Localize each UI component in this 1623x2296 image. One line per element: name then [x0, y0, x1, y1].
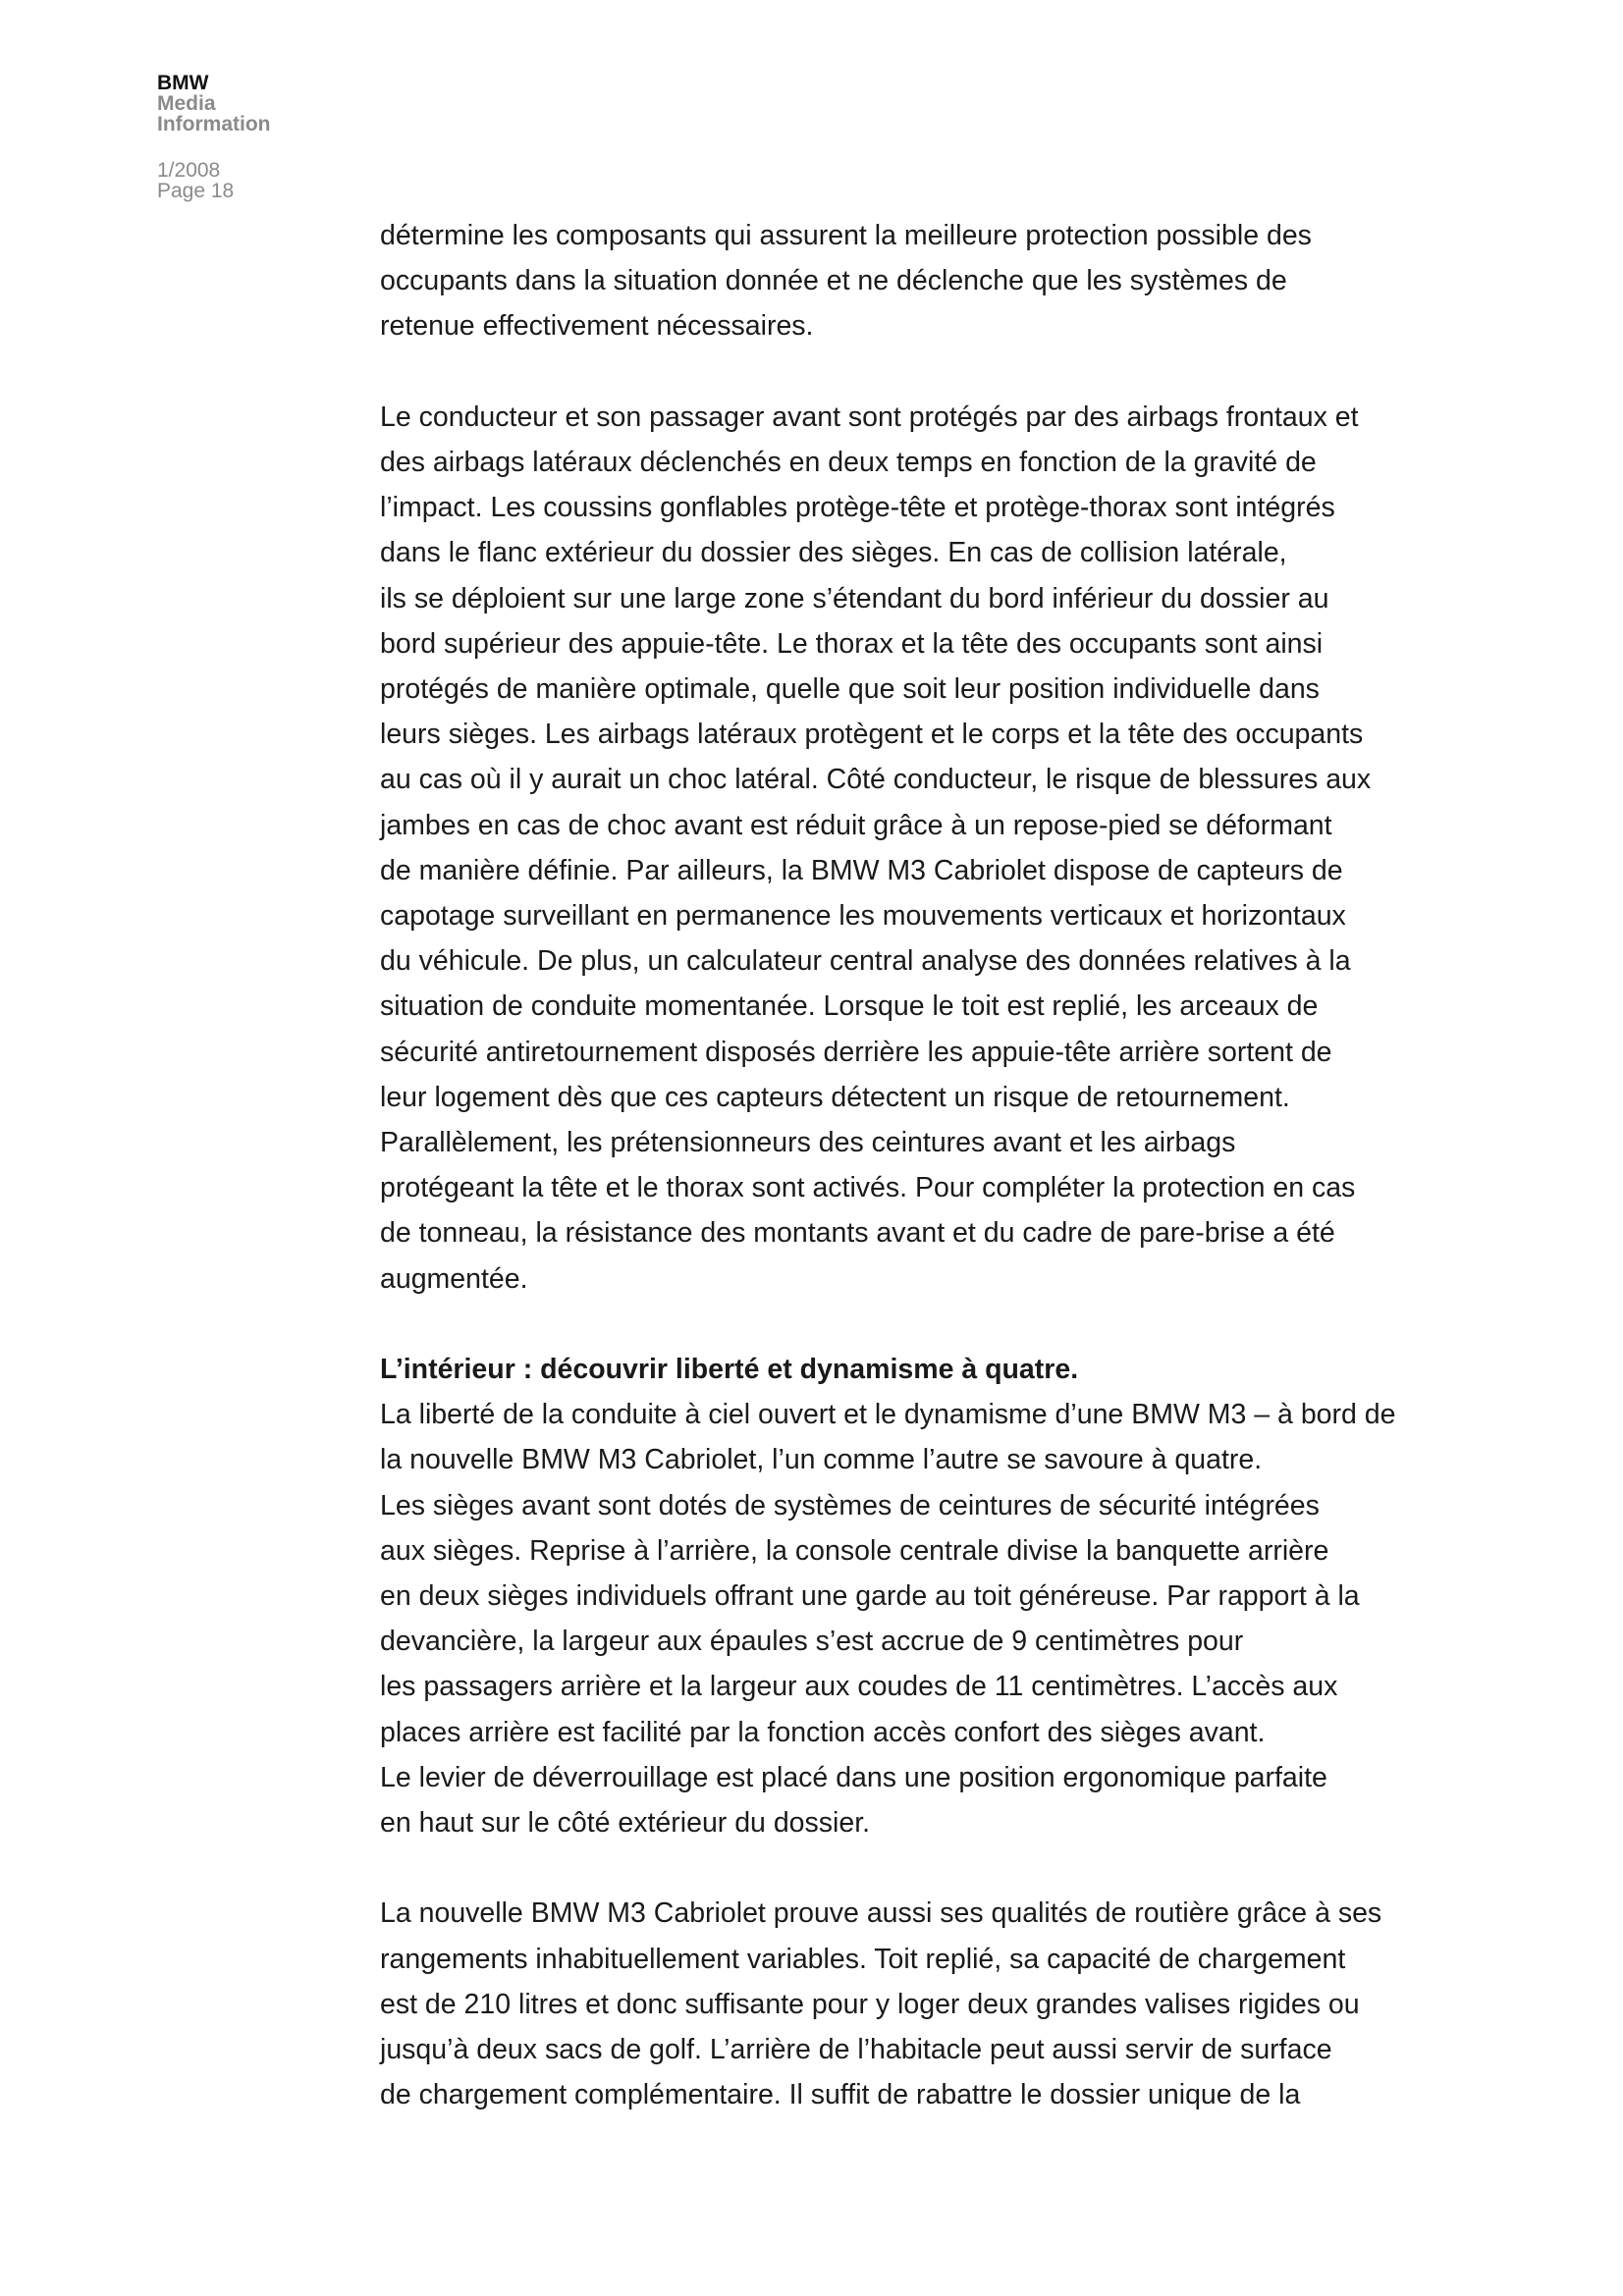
- text-line: est de 210 litres et donc suffisante pour y loger deux grandes valises rigides ou: [380, 1988, 1360, 2020]
- text-line: protégés de manière optimale, quelle que soit leur position individuelle dans: [380, 673, 1320, 706]
- text-line: leurs sièges. Les airbags latéraux protègent et le corps et la tête des occupants: [380, 719, 1364, 751]
- text-line: protégeant la tête et le thorax sont activés. Pour compléter la protection en cas: [380, 1172, 1356, 1204]
- text-line: bord supérieur des appuie-tête. Le thorax et la tête des occupants sont ainsi: [380, 627, 1324, 660]
- body-text: [380, 213, 1440, 2163]
- text-line: La nouvelle BMW M3 Cabriolet prouve aussi ses qualités de routière grâce à ses: [380, 1897, 1382, 1930]
- text-line: jambes en cas de choc avant est réduit grâce à un repose-pied se déformant: [380, 809, 1332, 841]
- text-line: aux sièges. Reprise à l’arrière, la console centrale divise la banquette arrière: [380, 1534, 1329, 1567]
- text-line: de tonneau, la résistance des montants avant et du cadre de pare-brise a été: [380, 1217, 1335, 1250]
- text-line: ils se déploient sur une large zone s’étendant du bord inférieur du dossier au: [380, 582, 1329, 614]
- text-line: occupants dans la situation donnée et ne déclenche que les systèmes de: [380, 265, 1287, 297]
- text-line: retenue effectivement nécessaires.: [380, 310, 814, 343]
- text-line: l’impact. Les coussins gonflables protège-tête et protège-thorax sont intégrés: [380, 492, 1335, 524]
- text-line: places arrière est facilité par la fonction accès confort des sièges avant.: [380, 1716, 1266, 1748]
- text-line: devancière, la largeur aux épaules s’est accrue de 9 centimètres pour: [380, 1626, 1244, 1658]
- paragraph: [380, 1347, 1440, 1845]
- text-line: Parallèlement, les prétensionneurs des ceintures avant et les airbags: [380, 1127, 1236, 1159]
- text-line: détermine les composants qui assurent la meilleure protection possible des: [380, 220, 1312, 251]
- text-line: augmentée.: [380, 1262, 528, 1295]
- text-line: sécurité antiretournement disposés derrière les appuie-tête arrière sortent de: [380, 1036, 1332, 1068]
- text-line: Le conducteur et son passager avant sont protégés par des airbags frontaux et: [380, 400, 1359, 433]
- text-line: leur logement dès que ces capteurs détectent un risque de retournement.: [380, 1081, 1290, 1113]
- text-line: La liberté de la conduite à ciel ouvert et le dynamisme d’une BMW M3 – à bord de: [380, 1399, 1396, 1431]
- document-header: [157, 73, 353, 201]
- text-line: capotage surveillant en permanence les mouvements verticaux et horizontaux: [380, 900, 1346, 933]
- text-line: des airbags latéraux déclenchés en deux temps en fonction de la gravité de: [380, 447, 1317, 478]
- text-line: situation de conduite momentanée. Lorsque le toit est replié, les arceaux de: [380, 990, 1319, 1023]
- document-meta: [157, 160, 353, 201]
- text-line: Le levier de déverrouillage est placé dans une position ergonomique parfaite: [380, 1761, 1327, 1793]
- text-line: de chargement complémentaire. Il suffit de rabattre le dossier unique de la: [380, 2079, 1301, 2111]
- text-line: la nouvelle BMW M3 Cabriolet, l’un comme l’autre se savoure à quatre.: [380, 1444, 1263, 1476]
- brand-subtitle-information: Information: [157, 113, 271, 135]
- text-line: Les sièges avant sont dotés de systèmes de ceintures de sécurité intégrées: [380, 1489, 1320, 1522]
- page-number: Page 18: [157, 180, 235, 202]
- paragraph: [380, 213, 1440, 349]
- text-line: les passagers arrière et la largeur aux coudes de 11 centimètres. L’accès aux: [380, 1671, 1338, 1703]
- section-heading: L’intérieur : découvrir liberté et dynamisme à quatre.: [380, 1354, 1079, 1386]
- brand-name: BMW: [157, 72, 209, 94]
- paragraph: [380, 1891, 1440, 2117]
- text-line: du véhicule. De plus, un calculateur central analyse des données relatives à la: [380, 945, 1351, 978]
- text-line: dans le flanc extérieur du dossier des sièges. En cas de collision latérale,: [380, 537, 1287, 569]
- text-line: au cas où il y aurait un choc latéral. Côté conducteur, le risque de blessures aux: [380, 764, 1372, 796]
- text-line: rangements inhabituellement variables. Toit replié, sa capacité de chargement: [380, 1943, 1346, 1975]
- text-line: jusqu’à deux sacs de golf. L’arrière de l’habitacle peut aussi servir de surface: [380, 2034, 1332, 2066]
- paragraph: [380, 395, 1440, 1302]
- text-line: de manière définie. Par ailleurs, la BMW M3 Cabriolet dispose de capteurs de: [380, 854, 1343, 886]
- brand-subtitle-media: Media: [157, 92, 216, 115]
- issue-date: 1/2008: [157, 159, 221, 182]
- text-line: en haut sur le côté extérieur du dossier.: [380, 1807, 871, 1840]
- text-line: en deux sièges individuels offrant une garde au toit généreuse. Par rapport à la: [380, 1580, 1360, 1613]
